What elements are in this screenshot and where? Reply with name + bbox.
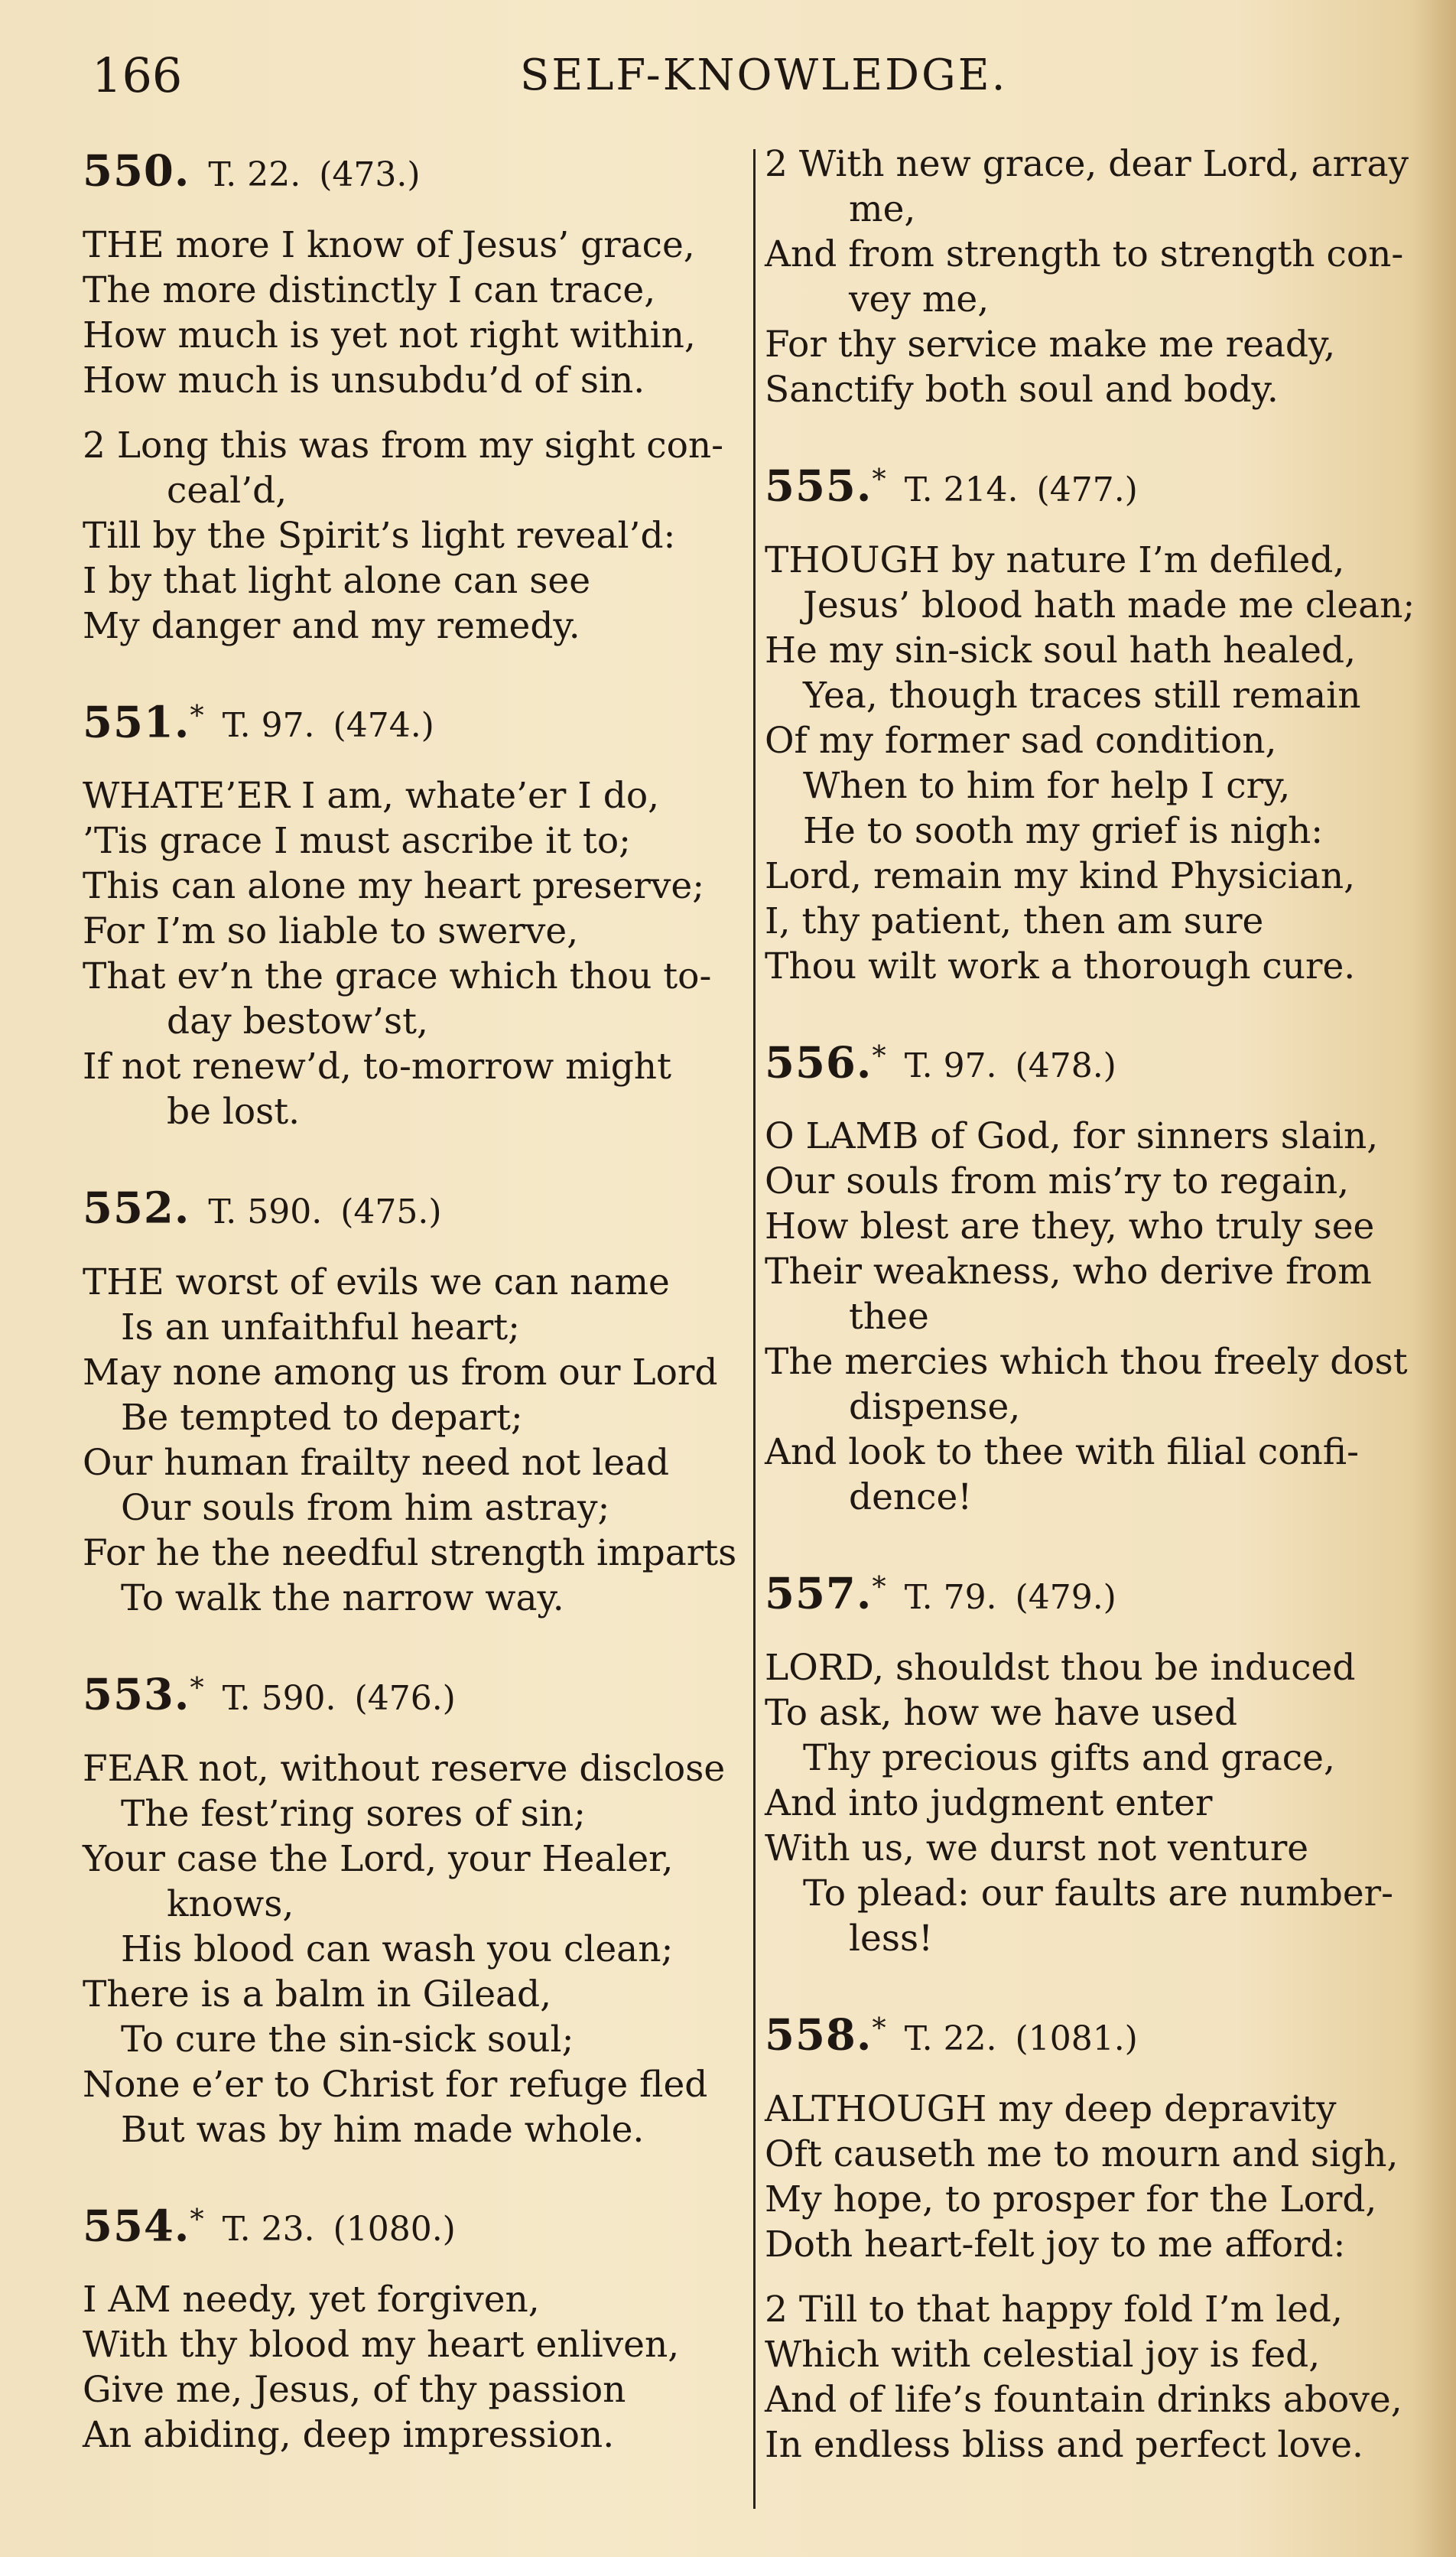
verse [765,538,1438,989]
verse-line: ceal’d, [167,469,288,512]
verse-line: THE more I know of Jesus’ grace, [83,223,695,266]
verse-line: Lord, remain my kind Physician, [765,854,1356,897]
hymn [83,2197,748,2458]
hymn-number: 551. [83,697,190,748]
verse-line: I, thy patient, then am sure [765,900,1264,942]
verse-line: Doth heart-felt joy to me afford: [765,2223,1346,2266]
hymn-heading [83,2197,748,2253]
column-divider [753,149,756,2509]
hymn-reference: (1081.) [1015,2019,1138,2058]
verse [765,142,1438,412]
hymn-tune: T. 23. [222,2210,315,2250]
verse-line: And of life’s fountain drinks above, [765,2378,1402,2421]
verse-line: To cure the sin-sick soul; [121,2018,574,2061]
verse-line: Yea, though traces still remain [803,674,1361,717]
verse-line: May none among us from our Lord [83,1351,718,1394]
verse-line: And into judgment enter [765,1781,1213,1824]
hymn-heading [83,1665,748,1722]
hymn [83,142,748,649]
hymn-number: 553. [83,1669,190,1720]
verse-line: O LAMB of God, for sinners slain, [765,1115,1379,1158]
verse-line: day bestow’st, [167,1000,428,1043]
hymn [83,693,748,1135]
verse-line: be lost. [167,1091,301,1134]
verse-line: me, [849,188,916,230]
hymn-number: 552. [83,1183,190,1234]
hymn-tune: T. 97. [904,1046,997,1086]
hymn-number: 555. [765,460,873,512]
hymn-star: * [872,1570,886,1604]
verse-line: 2 With new grace, dear Lord, array [765,143,1409,185]
verse-line: And from strength to strength con- [765,233,1404,275]
verse-line: I AM needy, yet forgiven, [83,2279,540,2321]
verse-line: Our souls from mis’ry to regain, [765,1160,1350,1203]
verse-line: FEAR not, without reserve disclose [83,1747,726,1790]
verse [83,1260,748,1621]
verse-line: Sanctify both soul and body. [765,369,1279,411]
verse [83,223,748,403]
verse [83,773,748,1134]
hymn-star: * [872,2011,886,2045]
verse-line: He to sooth my grief is nigh: [803,809,1324,852]
verse-line: Thou wilt work a thorough cure. [765,945,1356,987]
hymn-reference: (473.) [319,155,421,194]
hymn-number: 558. [765,2009,873,2061]
page-header [0,47,1456,116]
verse [765,1114,1438,1520]
running-head: SELF-KNOWLEDGE. [520,50,1008,100]
hymn-number: 556. [765,1037,873,1088]
hymn-reference: (476.) [354,1678,456,1718]
hymn-reference: (478.) [1015,1046,1116,1086]
verse-line: With us, we durst not venture [765,1827,1309,1869]
verse [83,2277,748,2458]
verse-line: How much is yet not right within, [83,314,696,356]
hymn-star: * [872,463,886,496]
verse [765,2087,1438,2267]
hymn [83,1665,748,2152]
verse-line: How blest are they, who truly see [765,1205,1375,1248]
verse-line: When to him for help I cry, [803,764,1291,807]
hymn [765,457,1438,989]
hymn-reference: (474.) [333,706,434,746]
verse-line: In endless bliss and perfect love. [765,2423,1363,2466]
hymn-reference: (1080.) [333,2210,456,2250]
verse [83,1746,748,2152]
hymn-tune: T. 214. [904,470,1019,509]
verse-line: Thy precious gifts and grace, [803,1736,1335,1779]
verse-line: The mercies which thou freely dost [765,1341,1408,1384]
hymn-tune: T. 22. [208,155,301,194]
verse-line: That ev’n the grace which thou to- [83,955,712,998]
hymn-heading [765,457,1438,513]
verse-line: My hope, to prosper for the Lord, [765,2178,1377,2220]
verse-line: To ask, how we have used [765,1691,1238,1734]
verse-line: Our human frailty need not lead [83,1441,670,1484]
verse-line: And look to thee with filial confi- [765,1431,1360,1474]
verse-line: dence! [849,1476,973,1519]
verse [765,1645,1438,1961]
hymn-star: * [872,1039,886,1072]
hymn-tune: T. 590. [208,1192,323,1231]
verse-line: Which with celestial joy is fed, [765,2333,1321,2376]
hymn-star: * [190,698,204,732]
hymn-heading [83,1179,748,1235]
hymn-number: 557. [765,1568,873,1619]
verse-line: To plead: our faults are number- [803,1872,1393,1914]
hymn-tune: T. 79. [904,1577,997,1617]
verse-line: For he the needful strength imparts [83,1531,737,1574]
verse-line: To walk the narrow way. [121,1576,564,1619]
hymn-heading [83,142,748,198]
verse-line: For thy service make me ready, [765,324,1336,366]
verse-line: WHATE’ER I am, whate’er I do, [83,775,660,818]
hymn-number: 554. [83,2201,190,2252]
verse-line: If not renew’d, to-morrow might [83,1046,671,1088]
verse-line: An abiding, deep impression. [83,2414,615,2457]
hymn-heading [765,1564,1438,1621]
verse-line: There is a balm in Gilead, [83,1973,552,2015]
hymn [83,1179,748,1621]
verse-line: thee [849,1296,929,1339]
hymn-heading [83,693,748,750]
verse-line: How much is unsubdu’d of sin. [83,359,645,402]
verse-line: I by that light alone can see [83,559,591,602]
verse-line: The fest’ring sores of sin; [121,1792,586,1835]
hymn-tune: T. 97. [222,706,315,746]
verse-line: He my sin-sick soul hath healed, [765,629,1357,672]
hymn [765,2006,1438,2468]
verse-line: My danger and my remedy. [83,604,580,647]
verse-line: Oft causeth me to mourn and sigh, [765,2132,1399,2175]
verse-line: But was by him made whole. [121,2108,645,2151]
verse-line: Till by the Spirit’s light reveal’d: [83,514,676,557]
verse-line: For I’m so liable to swerve, [83,910,579,953]
verse-line: ’Tis grace I must ascribe it to; [83,820,632,863]
verse-line: This can alone my heart preserve; [83,865,705,908]
verse [83,423,748,649]
verse-line: The more distinctly I can trace, [83,268,656,311]
verse-line: His blood can wash you clean; [121,1928,674,1970]
verse-line: THOUGH by nature I’m defiled, [765,538,1345,581]
right-column [765,142,1438,2512]
verse-line: Jesus’ blood hath made me clean; [803,584,1415,626]
verse-line: 2 Till to that happy fold I’m led, [765,2288,1343,2331]
verse-line: 2 Long this was from my sight con- [83,424,724,467]
verse-line: ALTHOUGH my deep depravity [765,2087,1337,2130]
hymn-tune: T. 590. [222,1678,336,1718]
verse-line: vey me, [849,278,990,320]
page-number: 166 [92,47,183,103]
verse-line: Be tempted to depart; [121,1396,523,1439]
hymn-reference: (477.) [1036,470,1138,509]
verse-line: Is an unfaithful heart; [121,1306,520,1348]
left-column [83,142,748,2502]
hymn-number: 550. [83,145,190,197]
verse-line: LORD, shouldst thou be induced [765,1646,1356,1689]
hymn [765,1564,1438,1961]
hymn-star: * [190,1671,204,1704]
verse-line: Their weakness, who derive from [765,1251,1372,1293]
hymn [765,1033,1438,1521]
verse-line: THE worst of evils we can name [83,1261,670,1303]
hymn-star: * [190,2202,204,2236]
verse-line: Of my former sad condition, [765,719,1277,762]
verse-line: None e’er to Christ for refuge fled [83,2063,708,2106]
hymn-heading [765,1033,1438,1090]
hymn-heading [765,2006,1438,2062]
hymn-reference: (475.) [340,1192,442,1231]
verse-line: knows, [167,1882,294,1925]
verse-line: Give me, Jesus, of thy passion [83,2369,626,2412]
verse-line: Your case the Lord, your Healer, [83,1837,674,1880]
hymn [765,142,1438,412]
verse-line: dispense, [849,1386,1021,1429]
verse-line: With thy blood my heart enliven, [83,2324,680,2367]
hymn-reference: (479.) [1015,1577,1116,1617]
verse-line: less! [849,1917,933,1960]
hymn-tune: T. 22. [904,2019,997,2058]
verse-line: Our souls from him astray; [121,1486,610,1529]
verse [765,2287,1438,2468]
